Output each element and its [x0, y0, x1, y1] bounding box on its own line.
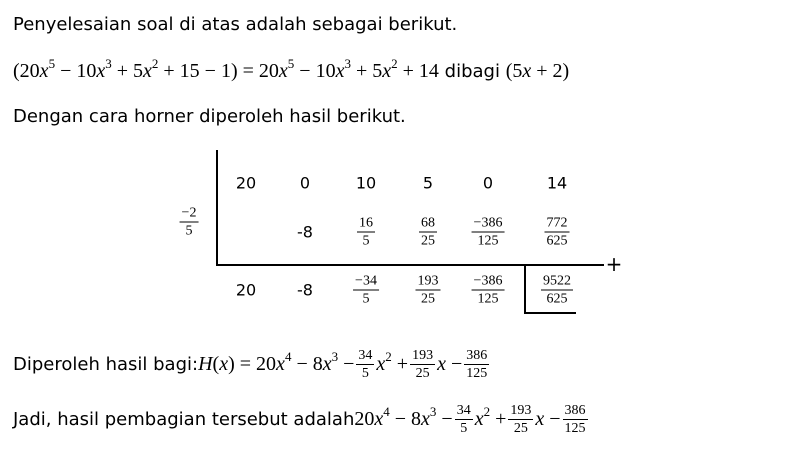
horner-result: -8 — [297, 280, 313, 300]
conclusion-line: Jadi, hasil pembagian tersebut adalah $20x^4 - 8x^3$ − $\frac{34}{5}$ $x^2$ + $\frac{193}{25}$ x − $\frac{386}{125}$ — [13, 402, 586, 436]
horner-result: 20 — [235, 280, 257, 300]
eq-term: + 14 — [397, 60, 439, 82]
horner-product: $\frac{-386}{125}$ — [473, 215, 503, 249]
quotient-line: Diperoleh hasil bagi: $H(x) = 20x^4 - 8x^3$ − $\frac{34}{5}$ $x^2$ + $\frac{193}{25}$ x − $\frac{386}{125}$ — [13, 347, 488, 381]
eq-divisor: (5 — [505, 60, 523, 82]
horner-vertical-rule — [216, 150, 218, 266]
eq-term: − 10 — [55, 60, 97, 82]
fraction: $\frac{193}{25}$ — [412, 347, 434, 381]
horner-coefficient: 5 — [422, 173, 434, 193]
eq-word: dibagi — [438, 61, 506, 82]
horner-coefficient: 10 — [355, 173, 377, 193]
horner-result: $\frac{-34}{5}$ — [355, 273, 377, 307]
eq-term: + 5 — [111, 60, 144, 82]
remainder-box-left — [524, 266, 526, 314]
conclusion-label: Jadi, hasil pembagian tersebut adalah — [13, 408, 355, 430]
horner-horizontal-rule — [216, 264, 604, 266]
eq-term: + 15 − 1) = 20 — [158, 60, 279, 82]
horner-product: $\frac{16}{5}$ — [359, 215, 373, 249]
fraction: $\frac{34}{5}$ — [456, 402, 471, 436]
horner-product: $\frac{68}{25}$ — [421, 215, 435, 249]
horner-coefficient: 14 — [546, 173, 568, 193]
horner-coefficient: 20 — [235, 173, 257, 193]
conclusion-expression: $20x^4 - 8x^3$ − — [354, 403, 453, 430]
horner-divisor: $\frac{-2}{5}$ — [181, 205, 197, 239]
horner-result: $\frac{9522}{625}$ — [543, 273, 571, 307]
plus-sign: + — [605, 252, 623, 276]
horner-result: $\frac{193}{25}$ — [417, 273, 439, 307]
eq-lhs-open: (20 — [13, 60, 40, 82]
fraction: $\frac{34}{5}$ — [358, 347, 373, 381]
remainder-box-bottom — [524, 312, 576, 314]
quotient-expression: $H(x) = 20x^4 - 8x^3$ − — [198, 348, 355, 375]
quotient-label: Diperoleh hasil bagi: — [13, 353, 199, 375]
fraction: $\frac{193}{25}$ — [510, 402, 532, 436]
fraction: $\frac{386}{125}$ — [466, 347, 488, 381]
equation-line: $(20x^5 - 10x^3 + 5x^2 + 15 - 1) = 20x^5 - 10x^3 + 5x^2 + 14$ dibagi (5x + 2) — [13, 56, 570, 82]
eq-term: + 5 — [350, 60, 383, 82]
horner-coefficient: 0 — [299, 173, 311, 193]
eq-term: − 10 — [294, 60, 336, 82]
fraction: $\frac{386}{125}$ — [564, 402, 586, 436]
horner-result: $\frac{-386}{125}$ — [473, 273, 503, 307]
eq-divisor-end: + 2) — [531, 60, 570, 82]
horner-product: $\frac{772}{625}$ — [546, 215, 568, 249]
horner-coefficient: 0 — [482, 173, 494, 193]
intro-text: Penyelesaian soal di atas adalah sebagai berikut. — [13, 14, 458, 35]
horner-intro-text: Dengan cara horner diperoleh hasil berikut. — [13, 106, 406, 127]
horner-product: -8 — [297, 222, 313, 242]
